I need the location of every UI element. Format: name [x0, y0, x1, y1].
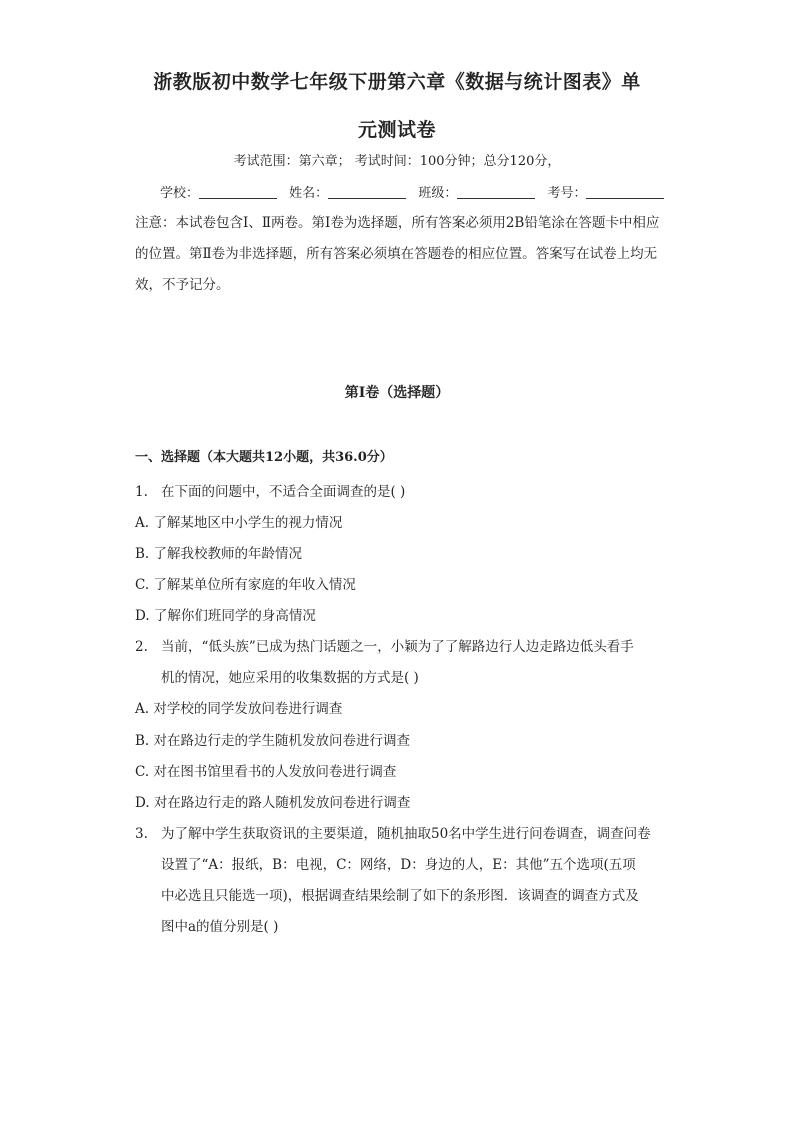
question-3-stem-line-2: 设置了“A：报纸，B：电视，C：网络，D：身边的人，E：其他”五个选项(五项	[161, 857, 636, 873]
question-3-stem-line-4: 图中a的值分别是( )	[161, 919, 279, 935]
exam-notice: 注意：本试卷包含Ⅰ、Ⅱ两卷。第Ⅰ卷为选择题，所有答案必须用2B铅笔涂在答题卡中相应的位置。第Ⅱ卷为非选择题，所有答案必须填在答题卷的相应位置。答案写在试卷上均无效，不予记分。	[135, 215, 660, 293]
exam-info: 考试范围：第六章； 考试时间：100分钟；总分120分，	[233, 154, 561, 169]
class-label: 班级：	[418, 186, 458, 201]
school-label: 学校：	[160, 186, 200, 201]
title-line-1: 浙教版初中数学七年级下册第六章《数据与统计图表》单	[153, 71, 641, 93]
student-info-fields	[160, 182, 672, 201]
name-label: 姓名：	[289, 186, 329, 201]
school-blank	[199, 186, 277, 199]
question-1-stem: 1. 在下面的问题中，不适合全面调查的是( )	[135, 484, 406, 500]
question-2-option-c: C. 对在图书馆里看书的人发放问卷进行调查	[135, 764, 397, 780]
question-group-heading: 一、选择题（本大题共12小题，共36.0分）	[135, 450, 393, 465]
question-1-option-d: D. 了解你们班同学的身高情况	[135, 608, 316, 624]
question-3-stem: 3. 为了解中学生获取资讯的主要渠道，随机抽取50名中学生进行问卷调查，调查问卷	[135, 826, 651, 842]
question-2-number: 2.	[135, 639, 148, 655]
question-3-stem-line-3: 中必选且只能选一项)，根据调查结果绘制了如下的条形图．该调查的调查方式及	[161, 888, 639, 904]
class-blank	[457, 186, 535, 199]
question-2-option-a: A. 对学校的同学发放问卷进行调查	[135, 701, 343, 717]
question-1-option-b: B. 了解我校教师的年龄情况	[135, 546, 303, 562]
page-title	[120, 58, 674, 154]
question-1-number: 1.	[135, 484, 148, 500]
question-2-option-b: B. 对在路边行走的学生随机发放问卷进行调查	[135, 733, 411, 749]
question-3-number: 3.	[135, 826, 148, 842]
question-2-stem-line-2: 机的情况，她应采用的收集数据的方式是( )	[161, 670, 419, 686]
question-2-option-d: D. 对在路边行走的路人随机发放问卷进行调查	[135, 795, 411, 811]
name-blank	[328, 186, 406, 199]
question-1-option-c: C. 了解某单位所有家庭的年收入情况	[135, 577, 356, 593]
exam-number-blank	[586, 186, 664, 199]
question-1-option-a: A. 了解某地区中小学生的视力情况	[135, 515, 343, 531]
title-line-2: 元测试卷	[357, 119, 436, 141]
section-title: 第Ⅰ卷（选择题）	[344, 385, 450, 401]
question-2-stem: 2. 当前，“低头族”已成为热门话题之一，小颖为了了解路边行人边走路边低头看手	[135, 639, 634, 655]
exam-number-label: 考号：	[547, 186, 587, 201]
